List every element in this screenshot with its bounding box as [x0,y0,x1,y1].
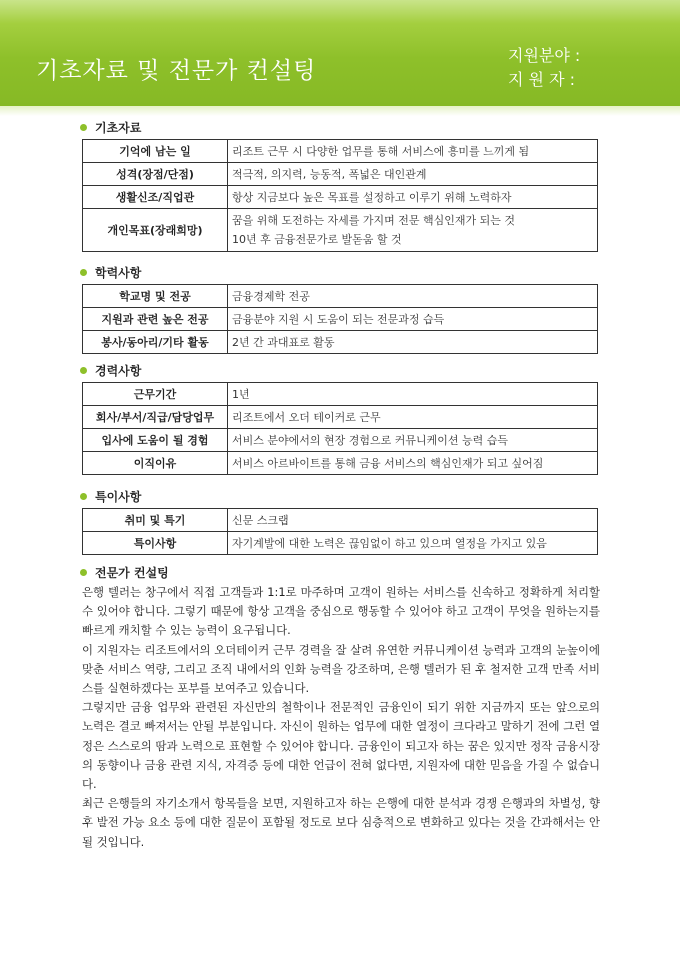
table-row [83,186,598,209]
section-heading-career: 경력사항 [80,362,141,379]
bullet-icon [80,569,87,576]
row-value: 항상 지금보다 높은 목표를 설정하고 이루기 위해 노력하자 [228,186,598,209]
table-row [83,452,598,475]
applicant-meta [508,44,580,92]
section-heading-basic: 기초자료 [80,119,141,136]
row-label: 근무기간 [83,383,228,406]
row-value: 금융경제학 전공 [228,285,598,308]
consulting-paragraph: 이 지원자는 리조트에서의 오더테이커 근무 경력을 잘 살려 유연한 커뮤니케이션 능력과 고객의 눈높이에 맞춘 서비스 역량, 그리고 조직 내에서의 인화 능력을 강조하며, 은행 텔러가 된 후 철저한 고객 만족 서비스를 실현하겠다는 포부를 보여주고 있습니다. [82,642,600,696]
header-banner-fade [0,106,680,116]
row-label: 성격(장점/단점) [83,163,228,186]
row-value: 리조트 근무 시 다양한 업무를 통해 서비스에 흥미를 느끼게 됨 [228,140,598,163]
row-value: 리조트에서 오더 테이커로 근무 [228,406,598,429]
row-label: 생활신조/직업관 [83,186,228,209]
consulting-paragraph: 최근 은행들의 자기소개서 항목들을 보면, 지원하고자 하는 은행에 대한 분석과 경쟁 은행과의 차별성, 향후 발전 가능 요소 등에 대한 질문이 포함될 정도로 보다 심층적으로 변화하고 있다는 것을 간과해서는 안될 것입니다. [82,796,600,849]
table-row [83,308,598,331]
table-row [83,285,598,308]
row-label: 이직이유 [83,452,228,475]
row-value: 적극적, 의지력, 능동적, 폭넓은 대인관계 [228,163,598,186]
table-row [83,509,598,532]
row-value: 2년 간 과대표로 활동 [228,331,598,354]
row-label: 기억에 남는 일 [83,140,228,163]
applicant-label: 지 원 자 : [508,70,576,89]
row-label: 개인목표(장래희망) [83,209,228,252]
table-row [83,140,598,163]
table-row [83,383,598,406]
bullet-icon [80,367,87,374]
bullet-icon [80,269,87,276]
row-value: 자기계발에 대한 노력은 끊임없이 하고 있으며 열정을 가지고 있음 [228,532,598,555]
basic-info-table [82,139,598,252]
row-value: 서비스 분야에서의 현장 경험으로 커뮤니케이션 능력 습득 [228,429,598,452]
field-label: 지원분야 : [508,46,581,65]
education-table [82,284,598,354]
table-row [83,532,598,555]
row-value: 금융분야 지원 시 도움이 되는 전문과정 습득 [228,308,598,331]
row-value: 신문 스크랩 [228,509,598,532]
row-label: 특이사항 [83,532,228,555]
career-table [82,382,598,475]
section-heading-special: 특이사항 [80,488,141,505]
row-value: 서비스 아르바이트를 통해 금융 서비스의 핵심인재가 되고 싶어짐 [228,452,598,475]
row-value: 1년 [228,383,598,406]
section-heading-consulting: 전문가 컨설팅 [80,564,169,581]
bullet-icon [80,124,87,131]
row-label: 지원과 관련 높은 전공 [83,308,228,331]
section-heading-education: 학력사항 [80,264,141,281]
special-table [82,508,598,555]
page-title: 기초자료 및 전문가 컨설팅 [36,58,317,84]
row-label: 취미 및 특기 [83,509,228,532]
row-label: 입사에 도움이 될 경험 [83,429,228,452]
table-row [83,429,598,452]
bullet-icon [80,493,87,500]
table-row [83,163,598,186]
consulting-paragraph: 그렇지만 금융 업무와 관련된 자신만의 철학이나 전문적인 금융인이 되기 위한 지금까지 또는 앞으로의 노력은 결코 빠져서는 안될 부분입니다. 자신이 원하는 업무에 대한 열정이 크다라고 말하기 전에 그런 열정은 스스로의 땀과 노력으로 표현할 수 있어야 합니다. 금융인이 되고자 하는 꿈은 있지만 정작 금융시장의 동향이나 금융 관련 지식, 자격증 등에 대한 언급이 전혀 없다면, 지원자에 대한 믿음을 가질 수 없습니다. [82,700,600,792]
consulting-text [82,583,600,852]
consulting-paragraph: 은행 텔러는 창구에서 직접 고객들과 1:1로 마주하며 고객이 원하는 서비스를 신속하고 정확하게 처리할 수 있어야 합니다. 그렇기 때문에 항상 고객을 중심으로 행동할 수 있어야 하고 고객이 무엇을 원하는지를 빠르게 캐치할 수 있는 능력이 요구됩니다. [82,585,600,638]
table-row [83,331,598,354]
row-label: 회사/부서/직급/담당업무 [83,406,228,429]
table-row [83,406,598,429]
row-label: 학교명 및 전공 [83,285,228,308]
table-row [83,209,598,252]
row-label: 봉사/동아리/기타 활동 [83,331,228,354]
row-value: 꿈을 위해 도전하는 자세를 가지며 전문 핵심인재가 되는 것 10년 후 금융전문가로 발돋움 할 것 [228,209,598,252]
